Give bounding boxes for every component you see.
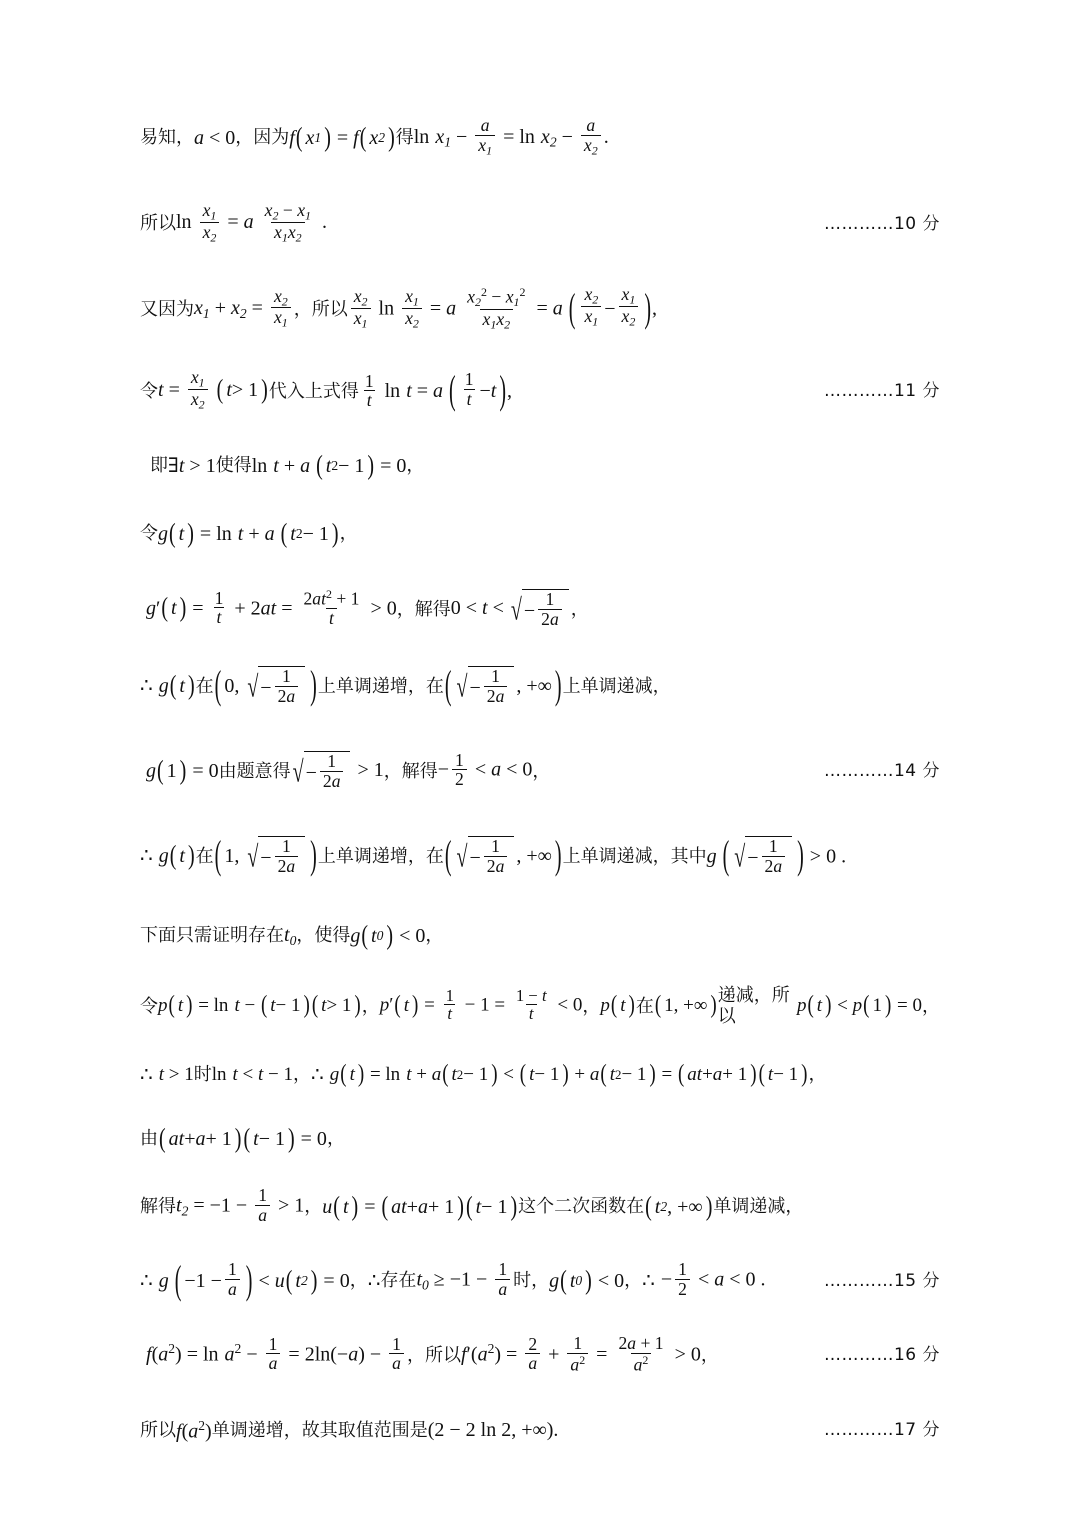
line-8-math-3: ( √ − $\frac{1}{2a}$ , +∞ ) (444, 664, 562, 709)
solution-line-10 (140, 836, 940, 877)
line-4-text-2: 代入上式得 (268, 380, 359, 402)
line-17-text-2: ， (700, 1344, 719, 1366)
therefore-symbol-16: ∴ (140, 1269, 153, 1292)
line-16-math: g ( −1 − $\frac{1}{a}$ ) < u ( t 2 ) = 0 (158, 1258, 350, 1303)
line-3-text-2: ，所以 (293, 298, 348, 320)
line-12-math: p ( t ) = ln t − ( t − 1 ) ( t > 1 ) (158, 990, 361, 1020)
line-14-text-2: ， (326, 1128, 345, 1150)
solution-line-7 (140, 586, 940, 630)
line-12-text-5: 递减，所以 (717, 984, 790, 1028)
line-12-math-2: p′ ( t ) = $\frac{1}{t}$ − 1 = $\frac{1 - t}{t}$ < 0 (379, 985, 583, 1024)
line-1-text-2: ，因为 (235, 127, 290, 149)
line-1-math: a < 0 (194, 127, 236, 150)
line-18-text: 所以 (140, 1419, 176, 1441)
line-17-math-2: $f'(a^2)$ = $\frac{2}{a}$ + $\frac{1}{a^2}$ = $\frac{2a + 1}{a^2}$ > 0 (460, 1333, 701, 1375)
line-18-math-2: (2 − 2 ln 2, +∞). (427, 1419, 559, 1442)
line-7-math: g′ ( t ) = $\frac{1}{t}$ + 2at = $\frac{2at^2 + 1}{t}$ > 0 (146, 586, 397, 629)
line-7-text: ，解得 (396, 598, 451, 620)
solution-line-13 (140, 1058, 940, 1092)
line-5-text: 即 (150, 455, 168, 477)
line-17-math: $f(a^2) = \ln a^2$ − $\frac{1}{a}$ = 2ln(−a) − $\frac{1}{a}$ (146, 1337, 407, 1375)
line-11-math: $t_0$ (284, 923, 297, 948)
line-15-text: 解得 (140, 1196, 176, 1218)
line-11-text-3: ， (425, 924, 444, 946)
score-mark-11: …………11 分 (823, 381, 940, 402)
line-16-text-3: 时， (513, 1270, 550, 1292)
line-15-math-2: u ( t ) = ( at + a + 1 ) ( t − 1 ) (322, 1192, 518, 1222)
solution-line-11 (140, 919, 940, 953)
line-4-math: t = $\frac{x_1}{x_2}$ ( t > 1 ) (158, 367, 268, 412)
line-3-math: $x_1 + x_2$ = $\frac{x_2}{x_1}$ (194, 288, 294, 331)
line-18-text-2: 单调递增，故其取值范围是 (211, 1419, 428, 1441)
therefore-symbol-8: ∴ (140, 675, 153, 698)
line-13-math: t > 1 (158, 1063, 194, 1085)
line-8-text: 在 (195, 675, 214, 697)
solution-line-14 (140, 1122, 940, 1156)
score-mark-14: …………14 分 (823, 761, 940, 782)
line-16-text: ， (349, 1270, 368, 1292)
line-15-text-2: ， (304, 1196, 323, 1218)
score-mark-10: …………10 分 (823, 213, 940, 234)
therefore-symbol-13: ∴ (140, 1063, 153, 1086)
line-1-text: 易知， (140, 127, 194, 149)
line-10-text-3: 上单调递减，其中 (562, 845, 707, 867)
line-10-math-4: g ( √ − $\frac{1}{2a}$ ) > 0 . (706, 834, 847, 879)
solution-line-8 (140, 666, 940, 707)
therefore-symbol-16c: ∴ (642, 1269, 655, 1292)
line-11-math-2: g ( t 0 ) < 0 (350, 920, 426, 951)
line-5-text-2: 使得 (215, 455, 252, 477)
line-17-text: ，所以 (406, 1344, 461, 1366)
line-4-math-2: $\frac{1}{t}$ ln t = a ( $\frac{1}{t}$ − t ) , (364, 368, 513, 413)
line-4-text: 令 (140, 380, 158, 402)
line-5-math: ∃t > 1 (168, 455, 216, 478)
solution-line-15 (140, 1185, 940, 1226)
line-9-text: 由题意得 (218, 760, 291, 782)
line-12-math-3: p ( t ) (600, 990, 635, 1020)
line-2-math: ln $\frac{x_1}{x_2}$ = a $\frac{x_2 - x_1}{x_1x_2}$ . (176, 199, 327, 244)
score-mark-17: …………17 分 (823, 1420, 940, 1441)
solution-line-6 (140, 517, 940, 551)
line-15-math-3: ( t 2 , +∞ ) (645, 1192, 713, 1222)
line-3-math-2: $\frac{x_2}{x_1}$ ln $\frac{x_1}{x_2}$ = a $\frac{x_2^2 - x_1^2}{x_1x_2}$ = a ( $\frac{x_2}{x_1}$ − $\frac{x_1}{x_2}$ ) , (348, 287, 657, 332)
line-9-math-3: − $\frac{1}{2}$ < a < 0 (437, 749, 533, 790)
line-8-math: g ( t ) (158, 671, 195, 702)
solution-line-17 (140, 1333, 940, 1376)
line-9-text-3: ， (532, 760, 551, 782)
line-6-math: g ( t ) = ln t + a ( t 2 − 1 ) (158, 519, 339, 549)
line-1-text-3: 得 (395, 127, 414, 149)
line-12-text-6: ， (922, 995, 940, 1017)
line-9-text-2: ，解得 (383, 760, 438, 782)
line-16-math-4: − $\frac{1}{2}$ < a < 0 . (660, 1259, 766, 1299)
therefore-symbol-16b: ∴ (367, 1269, 381, 1292)
line-16-math-2: $t_0 \ge -1$ − $\frac{1}{a}$ (416, 1262, 513, 1300)
line-12-math-4: ( 1, +∞ ) (654, 990, 717, 1020)
line-11-text-2: ，使得 (296, 924, 351, 946)
line-13-text-3: ， (808, 1064, 827, 1086)
line-15-text-3: 这个二次函数在 (518, 1196, 645, 1218)
score-mark-16: …………16 分 (823, 1345, 940, 1366)
solution-line-3 (140, 284, 940, 332)
solution-line-9 (140, 751, 940, 792)
line-12-math-5: p ( t ) < p ( 1 ) = 0 (796, 990, 922, 1020)
line-6-text-2: ， (339, 523, 358, 545)
line-3-text: 又因为 (140, 298, 194, 320)
solution-line-16 (140, 1258, 940, 1303)
line-12-text-3: ， (582, 995, 601, 1017)
line-15-math: $t_2 = -1$ − $\frac{1}{a}$ > 1 (176, 1185, 305, 1225)
line-15-text-4: 单调递减， (713, 1196, 804, 1218)
line-12-text-4: 在 (635, 995, 654, 1017)
solution-line-2 (140, 199, 940, 245)
line-11-text: 下面只需证明存在 (140, 924, 284, 946)
score-mark-15: …………15 分 (823, 1270, 940, 1291)
line-7-text-2: ， (570, 598, 589, 620)
line-13-text: 时 (193, 1064, 212, 1086)
line-9-math-2: √ − $\frac{1}{2a}$ > 1 (292, 751, 384, 791)
solution-line-12 (140, 985, 940, 1028)
line-13-text-2: ， (293, 1064, 312, 1086)
line-16-math-3: g ( t 0 ) < 0 (549, 1266, 625, 1296)
line-7-math-2: 0 < t < √ − $\frac{1}{2a}$ (451, 589, 571, 630)
therefore-symbol-10: ∴ (140, 845, 153, 868)
line-8-text-2: 上单调递增，在 (317, 675, 444, 697)
line-10-math-2: ( 1, √ − $\frac{1}{2a}$ ) (214, 834, 317, 879)
line-12-text-2: ， (361, 995, 380, 1017)
solution-line-18 (140, 1413, 940, 1447)
solution-line-1 (140, 115, 940, 158)
line-10-math: g ( t ) (158, 841, 195, 872)
solution-line-5 (140, 449, 940, 483)
line-2-text: 所以 (140, 212, 176, 234)
line-8-text-3: 上单调递减， (562, 675, 671, 697)
line-13-math-3: g ( t ) = ln t + a ( t 2 − 1 ) < ( t − 1 ) + a ( t 2 − 1 ) = ( at + a + 1 ) ( t − 1 ) (329, 1059, 808, 1088)
line-8-math-2: ( 0, √ − $\frac{1}{2a}$ ) (214, 664, 317, 709)
line-9-math: g ( 1 ) = 0 (146, 756, 219, 787)
line-16-text-4: ， (624, 1270, 643, 1292)
line-13-math-2: ln t < t − 1 (211, 1063, 294, 1085)
line-16-text-2: 存在 (380, 1270, 417, 1292)
line-6-text: 令 (140, 523, 158, 545)
line-18-math: $f(a^2)$ (176, 1417, 212, 1443)
solution-line-4 (140, 367, 940, 413)
line-1-math-3: $\ln x_1$ − $\frac{a}{x_1}$ = $\ln x_2$ − $\frac{a}{x_2}$ . (413, 115, 609, 158)
line-14-text: 由 (140, 1128, 158, 1150)
line-5-text-3: ， (406, 455, 425, 477)
line-10-math-3: ( √ − $\frac{1}{2a}$ , +∞ ) (444, 834, 562, 879)
line-10-text-2: 上单调递增，在 (317, 845, 444, 867)
line-5-math-2: ln t + a ( t 2 − 1 ) = 0 (251, 451, 407, 481)
therefore-symbol-13b: ∴ (311, 1063, 324, 1086)
line-1-math-2: f ( x 1 ) = f ( x 2 ) (289, 123, 395, 154)
line-10-text: 在 (195, 845, 214, 867)
line-14-math: ( at + a + 1 ) ( t − 1 ) = 0 (159, 1124, 327, 1154)
line-12-text: 令 (140, 995, 158, 1017)
